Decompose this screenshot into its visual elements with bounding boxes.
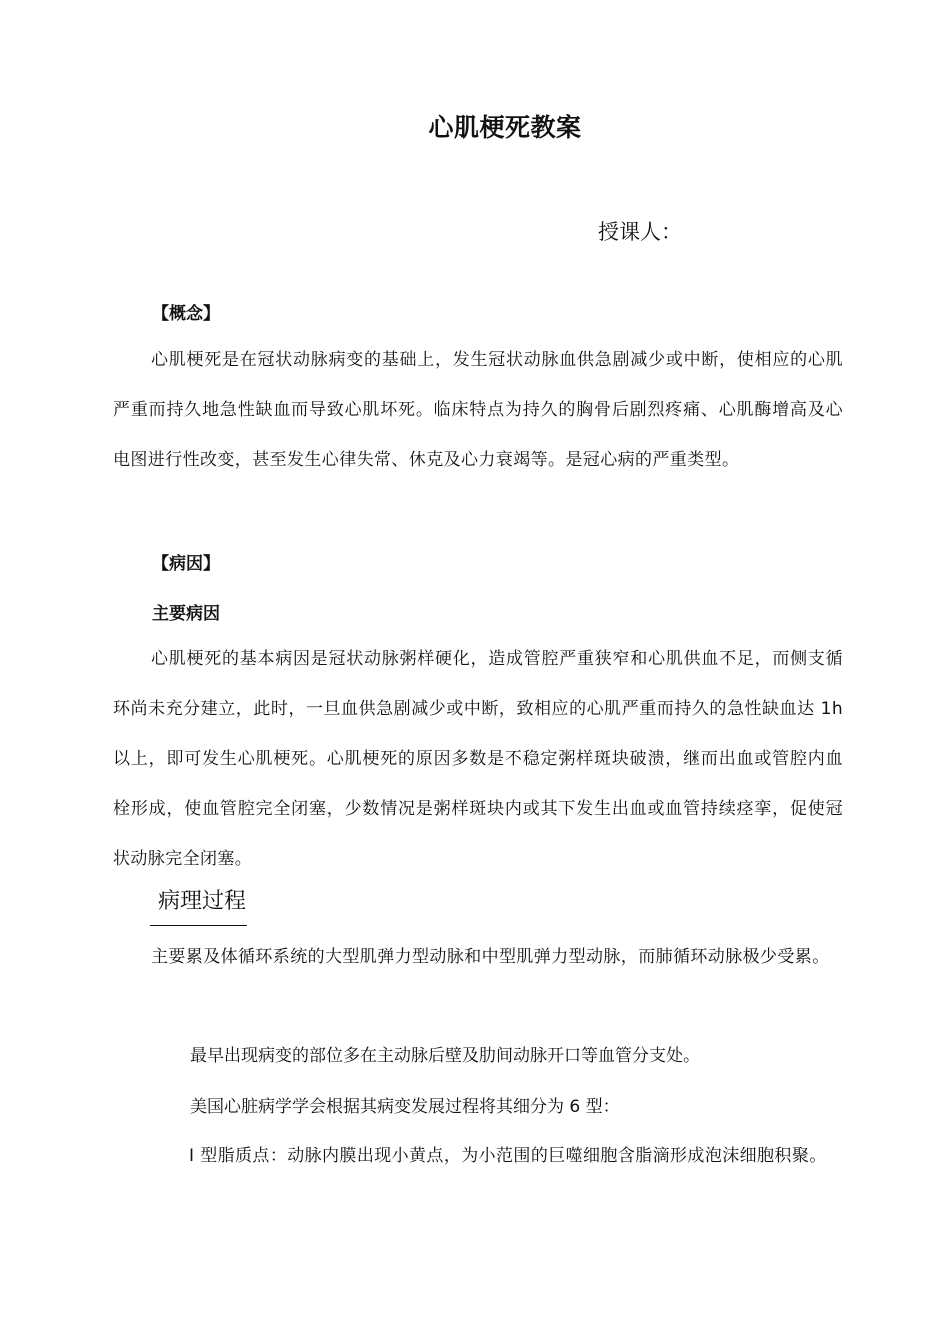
main-cause-subheading: 主要病因 — [152, 604, 220, 624]
pathology-heading-underline — [150, 925, 247, 926]
document-title: 心肌梗死教案 — [428, 113, 582, 142]
etiology-heading: 【病因】 — [152, 554, 220, 574]
pathology-heading: 病理过程 — [158, 889, 247, 914]
instructor-label: 授课人： — [598, 220, 682, 244]
etiology-paragraph: 心肌梗死的基本病因是冠状动脉粥样硬化，造成管腔严重狭窄和心肌供血不足，而侧支循环尚未充分建立，此时，一旦血供急剧减少或中断，致相应的心肌严重而持久的急性缺血达 1h 以上，即可发生心肌梗死。心肌梗死的原因多数是不稳定粥样斑块破溃，继而出血或管腔内血栓形成，使血管腔完全闭塞，少数情况是粥样斑块内或其下发生出血或血管持续痉挛，促使冠状动脉完全闭塞。 — [113, 649, 843, 869]
pathology-paragraph-2: 最早出现病变的部位多在主动脉后壁及肋间动脉开口等血管分支处。 — [190, 1046, 700, 1066]
pathology-paragraph-3: 美国心脏病学学会根据其病变发展过程将其细分为 6 型： — [190, 1097, 620, 1117]
concept-paragraph: 心肌梗死是在冠状动脉病变的基础上，发生冠状动脉血供急剧减少或中断，使相应的心肌严重而持久地急性缺血而导致心肌坏死。临床特点为持久的胸骨后剧烈疼痛、心肌酶增高及心电图进行性改变，甚至发生心律失常、休克及心力衰竭等。是冠心病的严重类型。 — [113, 350, 843, 470]
pathology-paragraph-1: 主要累及体循环系统的大型肌弹力型动脉和中型肌弹力型动脉，而肺循环动脉极少受累。 — [151, 947, 830, 967]
concept-heading: 【概念】 — [152, 304, 220, 324]
pathology-paragraph-4: Ⅰ 型脂质点：动脉内膜出现小黄点，为小范围的巨噬细胞含脂滴形成泡沫细胞积聚。 — [189, 1146, 827, 1166]
